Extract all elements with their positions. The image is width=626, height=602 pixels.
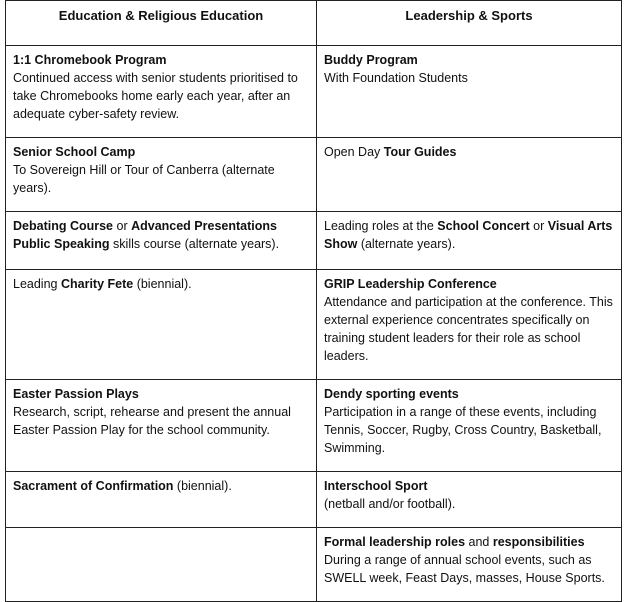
table-cell	[6, 212, 317, 270]
table-cell	[317, 46, 622, 138]
table-cell	[6, 46, 317, 138]
text-span: Leading	[13, 277, 61, 291]
cell-body: (netball and/or football).	[324, 497, 456, 511]
text-bold: School Concert	[437, 219, 530, 233]
text-bold: Debating Course	[13, 219, 114, 233]
table-cell	[6, 472, 317, 528]
table-row	[6, 528, 622, 602]
cell-title: Easter Passion Plays	[13, 387, 139, 401]
table-cell	[317, 380, 622, 472]
table-cell	[317, 472, 622, 528]
cell-body: With Foundation Students	[324, 71, 468, 85]
table-row	[6, 46, 622, 138]
cell-text	[324, 217, 614, 253]
text-bold: Charity Fete	[60, 277, 134, 291]
text-span: Leading roles at the	[324, 219, 438, 233]
text-span: or	[529, 219, 548, 233]
cell-body: Attendance and participation at the conference. This external experience concentrates specifically on training student leaders for their role as school leaders.	[324, 295, 613, 363]
text-bold: Visual Arts Show	[324, 219, 613, 251]
text-bold: Advanced Presentations Public Speaking	[13, 219, 277, 251]
table-cell	[317, 138, 622, 212]
cell-title: Buddy Program	[324, 53, 418, 67]
cell-body: Continued access with senior students prioritised to take Chromebooks home early each year, after an adequate cyber-safety review.	[13, 71, 298, 121]
column-header-education: Education & Religious Education	[6, 1, 317, 46]
cell-text	[13, 275, 309, 293]
text-span: (alternate years).	[357, 237, 456, 251]
table-cell	[6, 138, 317, 212]
cell-text	[13, 217, 309, 253]
table-cell	[317, 270, 622, 380]
table-cell	[6, 270, 317, 380]
table-row	[6, 380, 622, 472]
cell-text	[324, 143, 614, 161]
cell-body: Research, script, rehearse and present the annual Easter Passion Play for the school community.	[13, 405, 291, 437]
cell-title: Dendy sporting events	[324, 387, 459, 401]
text-span: (biennial).	[173, 479, 232, 493]
text-span: Open Day	[324, 145, 384, 159]
cell-body: During a range of annual school events, such as SWELL week, Feast Days, masses, House Sports.	[324, 553, 605, 585]
text-bold: Tour Guides	[383, 145, 457, 159]
cell-body: To Sovereign Hill or Tour of Canberra (alternate years).	[13, 163, 275, 195]
text-bold: Sacrament of Confirmation	[13, 479, 174, 493]
cell-title: GRIP Leadership Conference	[324, 277, 497, 291]
text-bold: responsibilities	[492, 535, 585, 549]
text-span: or	[113, 219, 132, 233]
cell-title: Senior School Camp	[13, 145, 136, 159]
table-row	[6, 270, 622, 380]
cell-text	[324, 533, 614, 551]
cell-text	[13, 477, 309, 495]
table-row	[6, 138, 622, 212]
text-span: (biennial).	[133, 277, 192, 291]
table-cell-empty	[6, 528, 317, 602]
text-span: skills course (alternate years).	[109, 237, 280, 251]
programs-table	[5, 0, 622, 602]
header-row	[6, 1, 622, 46]
table-row	[6, 212, 622, 270]
table-cell	[317, 212, 622, 270]
cell-body: Participation in a range of these events, including Tennis, Soccer, Rugby, Cross Country, Basketball, Swimming.	[324, 405, 602, 455]
table-cell	[317, 528, 622, 602]
cell-title: Interschool Sport	[324, 479, 428, 493]
text-span: and	[465, 535, 493, 549]
cell-title: 1:1 Chromebook Program	[13, 53, 167, 67]
table-cell	[6, 380, 317, 472]
column-header-leadership: Leadership & Sports	[317, 1, 622, 46]
table-row	[6, 472, 622, 528]
text-bold: Formal leadership roles	[324, 535, 466, 549]
